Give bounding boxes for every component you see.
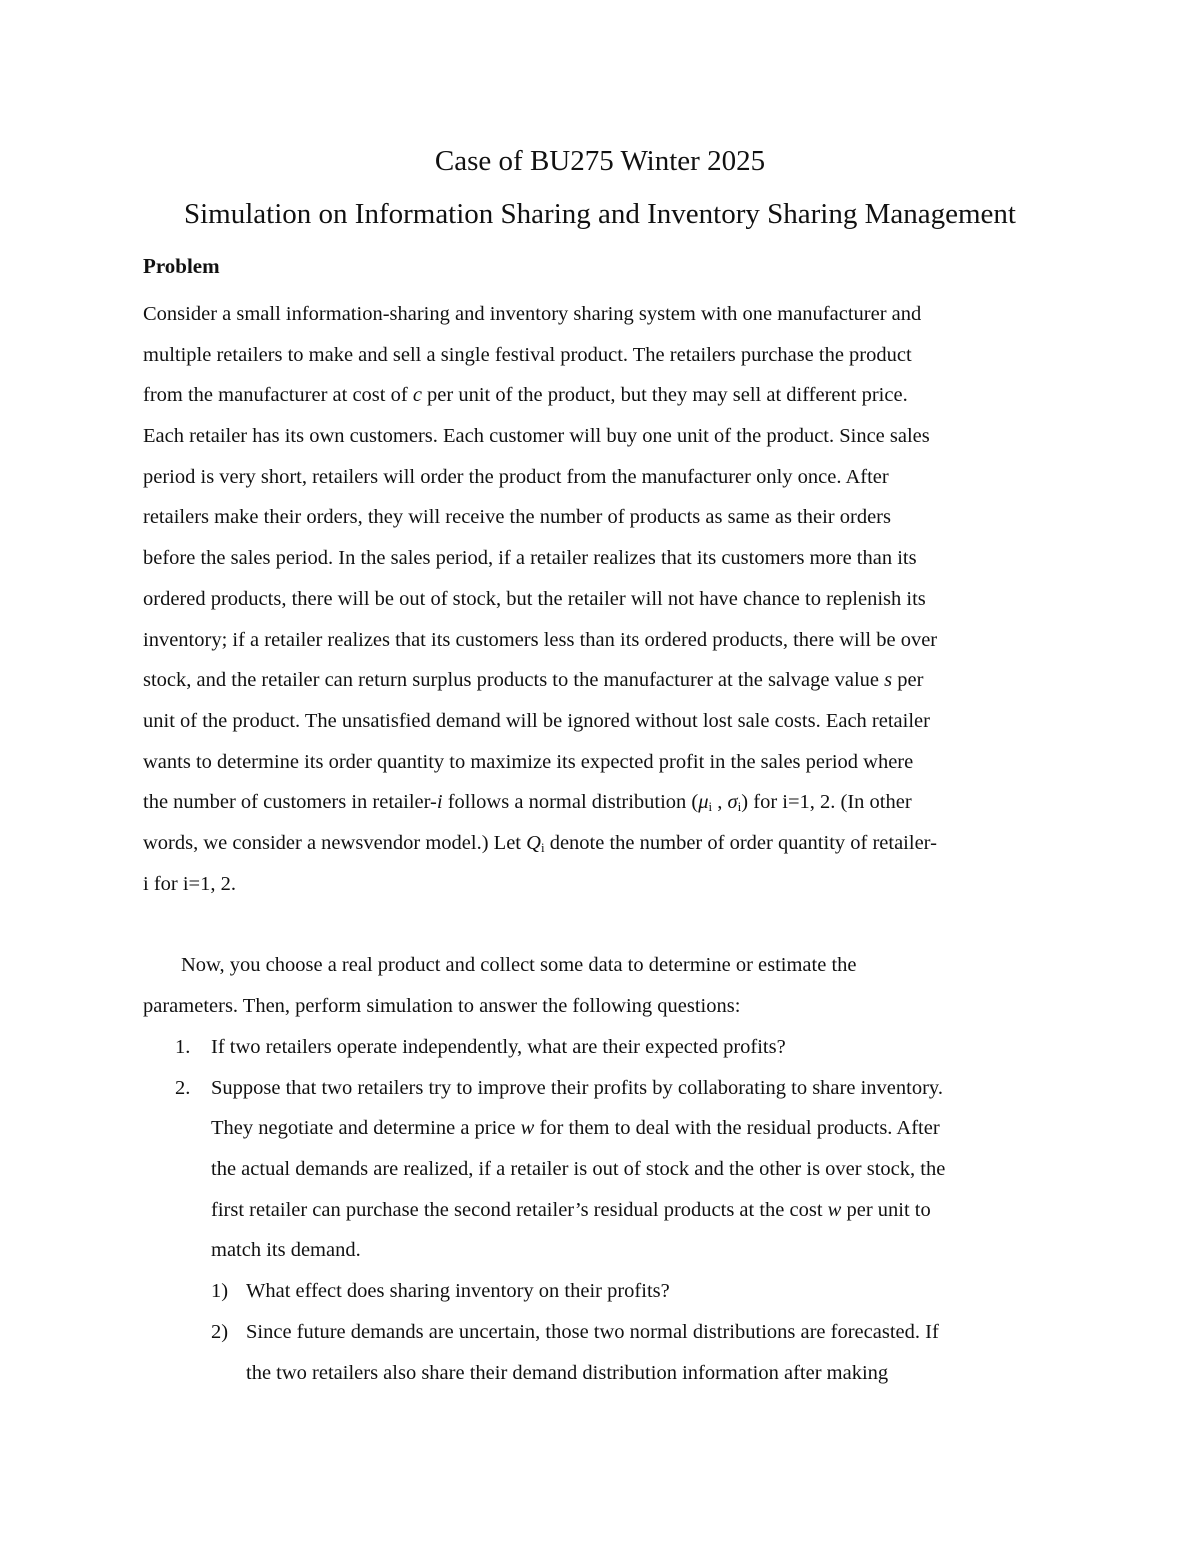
text-run: the number of customers in retailer- bbox=[143, 791, 437, 814]
text-run: words, we consider a newsvendor model.) Let bbox=[143, 831, 527, 854]
subscript: i bbox=[540, 839, 545, 855]
paragraph-line bbox=[143, 823, 1068, 864]
instructions-paragraph bbox=[143, 945, 1068, 1026]
variable-mu: μ bbox=[698, 791, 709, 814]
variable-w: w bbox=[520, 1117, 535, 1140]
problem-paragraph bbox=[143, 294, 1068, 904]
question-text: If two retailers operate independently, what are their expected profits? bbox=[211, 1036, 786, 1058]
text-run: ) for i=1, 2. (In other bbox=[741, 791, 912, 814]
question-item bbox=[143, 1068, 1068, 1271]
paragraph-line: inventory; if a retailer realizes that its customers less than its ordered products, there will be over bbox=[143, 628, 938, 651]
paragraph-line: before the sales period. In the sales period, if a retailer realizes that its customers more than its bbox=[143, 547, 917, 570]
paragraph-line: Each retailer has its own customers. Each customer will buy one unit of the product. Since sales bbox=[143, 425, 930, 448]
question-text bbox=[211, 1190, 1068, 1231]
paragraph-line: unit of the product. The unsatisfied demand will be ignored without lost sale costs. Each retailer bbox=[143, 709, 930, 732]
question-item bbox=[143, 1027, 1068, 1068]
subscript: i bbox=[708, 799, 713, 815]
paragraph-line: multiple retailers to make and sell a single festival product. The retailers purchase the product bbox=[143, 343, 912, 366]
text-run: , bbox=[712, 791, 728, 814]
text-run: for them to deal with the residual products. After bbox=[534, 1117, 940, 1140]
paragraph-line: period is very short, retailers will order the product from the manufacturer only once. After bbox=[143, 465, 889, 488]
text-run: follows a normal distribution ( bbox=[442, 791, 699, 814]
subquestion-item bbox=[143, 1271, 1068, 1312]
text-run: per unit to bbox=[841, 1198, 931, 1221]
paragraph-line: i for i=1, 2. bbox=[143, 872, 236, 895]
paragraph-line: Consider a small information-sharing and inventory sharing system with one manufacturer and bbox=[143, 303, 922, 325]
section-heading: Problem bbox=[143, 254, 220, 278]
question-text: Suppose that two retailers try to improve their profits by collaborating to share inventory. bbox=[211, 1076, 943, 1099]
question-text: match its demand. bbox=[211, 1239, 361, 1262]
subquestion-number: 1) bbox=[211, 1280, 229, 1303]
paragraph-line: ordered products, there will be out of stock, but the retailer will not have chance to replenish its bbox=[143, 587, 926, 610]
variable-c: c bbox=[412, 384, 422, 407]
subquestion-text: the two retailers also share their demand distribution information after making bbox=[246, 1361, 889, 1384]
variable-w: w bbox=[827, 1198, 842, 1221]
paragraph-line bbox=[143, 660, 1068, 701]
variable-s: s bbox=[884, 669, 893, 692]
subquestion-item bbox=[143, 1312, 1068, 1393]
text-run: denote the number of order quantity of retailer- bbox=[544, 831, 937, 854]
paragraph-line bbox=[143, 782, 1068, 823]
text-run: They negotiate and determine a price bbox=[211, 1117, 521, 1140]
text-run: from the manufacturer at cost of bbox=[143, 384, 413, 407]
text-run: per unit of the product, but they may sell at different price. bbox=[421, 384, 908, 407]
question-text bbox=[211, 1108, 1068, 1149]
paragraph-line: Now, you choose a real product and collect some data to determine or estimate the bbox=[181, 954, 857, 976]
variable-sigma: σ bbox=[727, 791, 738, 814]
subquestion-text: Since future demands are uncertain, those two normal distributions are forecasted. If bbox=[246, 1320, 939, 1343]
subquestion-text: What effect does sharing inventory on their profits? bbox=[246, 1280, 670, 1303]
variable-q: Q bbox=[526, 831, 541, 854]
subquestion-number: 2) bbox=[211, 1320, 229, 1343]
paragraph-line bbox=[143, 375, 1068, 416]
paragraph-line: wants to determine its order quantity to maximize its expected profit in the sales period where bbox=[143, 750, 914, 773]
document-title: Case of BU275 Winter 2025 bbox=[434, 145, 766, 177]
question-list bbox=[143, 1027, 1068, 1393]
text-run: per bbox=[892, 669, 924, 692]
document-subtitle: Simulation on Information Sharing and Inventory Sharing Management bbox=[184, 198, 1016, 230]
variable-i: i bbox=[436, 791, 443, 814]
question-number: 2. bbox=[175, 1076, 191, 1099]
text-run: first retailer can purchase the second retailer’s residual products at the cost bbox=[211, 1198, 828, 1221]
subscript: i bbox=[737, 799, 742, 815]
question-number: 1. bbox=[175, 1036, 191, 1058]
text-run: stock, and the retailer can return surplus products to the manufacturer at the salvage value bbox=[143, 669, 885, 692]
paragraph-line: retailers make their orders, they will receive the number of products as same as their orders bbox=[143, 506, 891, 529]
question-text: the actual demands are realized, if a retailer is out of stock and the other is over stock, the bbox=[211, 1158, 946, 1181]
paragraph-line: parameters. Then, perform simulation to answer the following questions: bbox=[143, 994, 741, 1017]
